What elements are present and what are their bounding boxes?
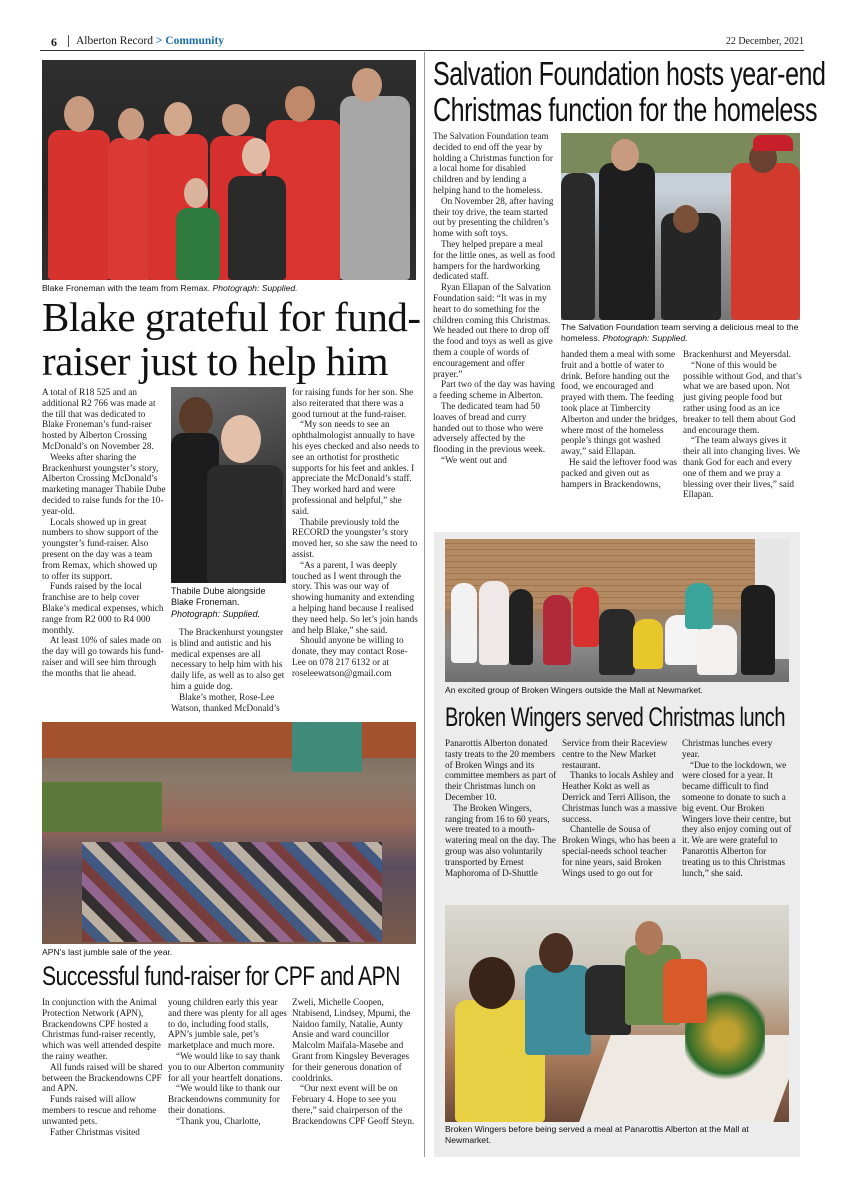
blake-headline <box>42 295 422 383</box>
page-number: 6 <box>51 35 57 49</box>
salvation-photo-caption <box>561 322 801 343</box>
page-header <box>40 33 804 51</box>
header-divider <box>68 35 69 47</box>
paragraph: Father Christmas visited <box>50 1126 140 1137</box>
broken-wingers-restaurant-photo <box>445 905 789 1122</box>
salvation-column-3 <box>683 349 803 500</box>
caption-text: The Salvation Foundation team serving a delicious meal to the homeless. <box>561 322 799 343</box>
paragraph: Funds raised by the local franchise are to help cover Blake’s medical expenses, which range from R2 000 to R4 000 monthly. <box>42 581 164 635</box>
caption-text: Thabile Dube alongside Blake Froneman. <box>171 586 266 608</box>
photo-credit: Photograph: Supplied. <box>212 283 298 293</box>
paragraph: He said the leftover food was packed and given out as hampers in Brackendowns, <box>561 456 677 489</box>
blake-column-2 <box>171 627 286 713</box>
photo-credit: Photograph: Supplied. <box>602 332 688 343</box>
remax-photo-caption <box>42 283 416 294</box>
broken-wingers-group-caption: An excited group of Broken Wingers outside the Mall at Newmarket. <box>445 685 703 695</box>
paragraph: They helped prepare a meal for the little ones, as well as food hampers for the hardworking dedicated staff. <box>433 238 555 282</box>
section-label: > Community <box>155 35 225 47</box>
issue-date: 22 December, 2021 <box>725 36 804 47</box>
paragraph: A total of R18 525 and an additional R2 766 was made at the till that was dedicated to Blake Froneman’s fund-raiser hosted by Alberton Crossing McDonald’s on November 28. <box>42 387 156 451</box>
paragraph: The Salvation Foundation team decided to end off the year by holding a Christmas function for a local home for disabled children and by lending a helping hand to the homeless. <box>433 131 553 195</box>
paragraph: Panarottis Alberton donated tasty treats to the 20 members of Broken Wings and its committee members as part of their Christmas lunch on December 10. <box>445 738 557 802</box>
paragraph: “Thank you, Charlotte, <box>176 1115 261 1126</box>
thabile-photo-caption <box>171 586 286 620</box>
broken-wingers-group-photo <box>445 539 789 682</box>
headline-line-2: Christmas function for the homeless <box>433 91 818 128</box>
salvation-column-2 <box>561 349 679 489</box>
paragraph: young children early this year and there was plenty for all ages to do, including food stalls, APN’s jumble sale, pet’s marketplace and much more. <box>168 997 287 1051</box>
paragraph: handed them a meal with some fruit and a bottle of water to drink. Before handing out the food, we encouraged and prayed with them. The feeding took place at Timbercity Alberton and under the bridges, where most of the homeless people’s things got washed away,” said Ellapan. <box>561 349 678 457</box>
salvation-column-1 <box>433 131 555 466</box>
broken-wingers-column-3 <box>682 738 792 878</box>
paragraph: Service from their Raceview centre to the New Market restaurant. <box>562 738 668 770</box>
blake-column-1 <box>42 387 166 679</box>
paragraph: Funds raised will allow members to rescue and rehome unwanted pets. <box>42 1094 157 1126</box>
paragraph: Zweli, Michelle Coopen, Ntabisend, Lindsey, Mpumi, the Naidoo family, Natalie, Aunty Ansie and ward councillor Malcolm Maifala-Masebe and Grant from Kingsley Beverages for their generous donation of cooldrinks. <box>292 997 411 1083</box>
salvation-serving-photo <box>561 133 800 320</box>
paragraph: At least 10% of sales made on the day will go towards his fund-raiser and will see him through the months that lie ahead. <box>42 635 164 678</box>
paragraph: “We went out and <box>441 454 507 465</box>
paragraph: “The team always gives it their all into changing lives. We thank God for each and every one of them and we pray a blessing over their lives,” said Ellapan. <box>683 435 800 500</box>
headline-line-1: Salvation Foundation hosts year-end <box>433 55 826 92</box>
paragraph: “Due to the lockdown, we were closed for a year. It became difficult to find someone to donate to such a big event. Our Broken Wingers love their centre, but they also enjoy coming out of it. We are were grateful to Panarottis Alberton for treating us to this Christmas lunch,” she said. <box>682 759 792 878</box>
publication-name <box>76 35 224 47</box>
paragraph: Thanks to locals Ashley and Heather Kokt as well as Derrick and Terri Allison, the Christmas lunch was a massive success. <box>562 770 677 824</box>
caption-text: Blake Froneman with the team from Remax. <box>42 283 211 293</box>
cpf-apn-headline: Successful fund-raiser for CPF and APN <box>42 961 400 991</box>
paragraph: “My son needs to see an ophthalmologist annually to have his eyes checked and also needs to see an orthotist for prosthetic supports for his feet and ankles. I appreciate the McDonald’s staff. They worked hard and were professional and helpful,” she said. <box>292 419 420 516</box>
blake-column-3 <box>292 387 420 679</box>
paragraph: Locals showed up in great numbers to show support of the youngster’s fund-raiser. Also present on the day was a team from Remax, which showed up to offer its support. <box>42 516 159 581</box>
paragraph: “We would like to say thank you to our Alberton community for all your heartfelt donations. <box>168 1050 285 1083</box>
cpf-column-3 <box>292 997 420 1127</box>
paragraph: Should anyone be willing to donate, they may contact Rose-Lee on 078 217 6132 or at roseleewatson@gmail.com <box>292 635 408 678</box>
paragraph: Blake’s mother, Rose-Lee Watson, thanked McDonald’s <box>171 691 280 713</box>
photo-credit: Photograph: Supplied. <box>171 608 261 619</box>
paragraph: “As a parent, I was deeply touched as I went through the story. This was our way of showing humanity and extending a helping hand because I realised they need help. So let’s join hands and help Blake,” she said. <box>292 559 418 635</box>
paragraph: Ryan Ellapan of the Salvation Foundation said: “It was in my heart to do something for the children coming this Christmas. We headed out there to drop off the food and toys as well as give them a couple of words of encouragement and offer prayer.” <box>433 282 553 379</box>
publication-title: Alberton Record <box>76 35 153 47</box>
thabile-blake-photo <box>171 387 286 583</box>
paragraph: Christmas lunches every year. <box>682 738 773 759</box>
broken-wingers-column-2 <box>562 738 678 878</box>
cpf-column-1 <box>42 997 166 1137</box>
paragraph: The dedicated team had 50 loaves of bread and curry handed out to those who were adversely affected by the flooding in the previous week. <box>433 400 546 455</box>
paragraph: Thabile previously told the RECORD the youngster’s story moved her, so she saw the need to assist. <box>292 516 418 559</box>
paragraph: The Brackenhurst youngster is blind and autistic and his medical expenses are all necessary to help him with his daily life, as well as to also get him a guide dog. <box>171 627 285 691</box>
salvation-headline <box>433 56 826 128</box>
paragraph: All funds raised will be shared between the Brackendowns CPF and APN. <box>42 1061 163 1094</box>
paragraph: for raising funds for her son. She also reiterated that there was a good turnout at the fund-raiser. <box>292 387 414 419</box>
paragraph: “None of this would be possible without God, and that’s what we are based upon. Not just giving people food but rather using food as an ice breaker to tell them about God and encourage them. <box>683 359 802 435</box>
headline-line-2: raiser just to help him <box>42 338 389 384</box>
paragraph: Part two of the day was having a feeding scheme in Alberton. <box>433 379 555 401</box>
paragraph: Weeks after sharing the Brackenhurst youngster’s story, Alberton Crossing McDonald’s marketing manager Thabile Dube decided to raise funds for the 10-year-old. <box>42 451 166 516</box>
paragraph: “Our next event will be on February 4. Hope to see you there,” said chairperson of the Brackendowns CPF Geoff Steyn. <box>292 1083 415 1126</box>
column-divider <box>424 52 425 1157</box>
paragraph: In conjunction with the Animal Protection Network (APN), Brackendowns CPF hosted a Christmas fund-raiser recently, which was well attended despite the rainy weather. <box>42 997 161 1061</box>
jumble-sale-caption: APN’s last jumble sale of the year. <box>42 947 173 957</box>
broken-wingers-restaurant-caption: Broken Wingers before being served a meal at Panarottis Alberton at the Mall at Newmarket. <box>445 1124 749 1145</box>
broken-wingers-headline: Broken Wingers served Christmas lunch <box>445 702 786 732</box>
jumble-sale-photo <box>42 722 416 944</box>
paragraph: Chantelle de Sousa of Broken Wings, who has been a special-needs school teacher for nine years, said Broken Wings used to go out for <box>562 824 676 878</box>
remax-team-photo <box>42 60 416 280</box>
headline-line-1: Blake grateful for fund- <box>42 294 421 340</box>
paragraph: “We would like to thank our Brackendowns community for their donations. <box>168 1083 281 1115</box>
paragraph: The Broken Wingers, ranging from 16 to 60 years, were treated to a mouth-watering meal on the day. The group was also voluntarily transported by Ernest Maphoroma of D-Shuttle <box>445 802 556 878</box>
cpf-column-2 <box>168 997 290 1127</box>
paragraph: Brackenhurst and Meyersdal. <box>683 349 791 359</box>
paragraph: On November 28, after having their toy drive, the team started out by presenting the children’s home with soft toys. <box>433 195 554 239</box>
broken-wingers-column-1 <box>445 738 559 878</box>
